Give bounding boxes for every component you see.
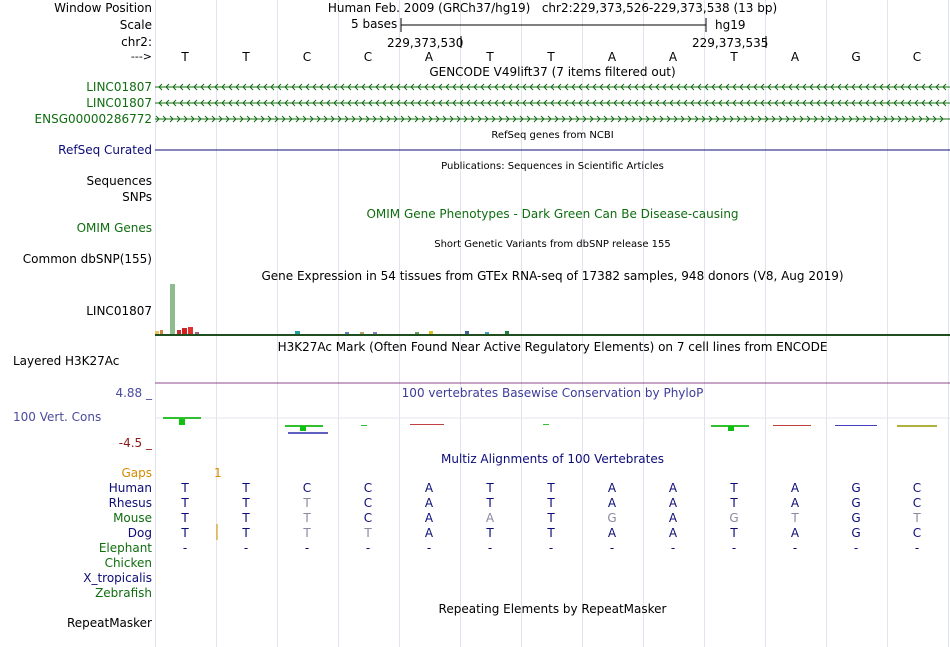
gencode-transcripts	[155, 84, 950, 122]
coord-right: 229,373,535	[692, 36, 769, 50]
alignment-base: T	[486, 526, 494, 540]
base-letter: T	[730, 50, 738, 64]
alignment-base: T	[242, 526, 250, 540]
base-letter: G	[851, 50, 861, 64]
alignment-base: A	[424, 526, 434, 540]
base-letter: A	[424, 50, 434, 64]
alignment-base: G	[729, 511, 739, 525]
gaps-track-label[interactable]: Gaps	[121, 466, 152, 480]
phylop-ymin-label: -4.5 _	[118, 436, 152, 450]
species-label-zebrafish[interactable]: Zebrafish	[95, 586, 152, 600]
refseq-track-label[interactable]: RefSeq Curated	[58, 143, 152, 157]
strand-arrow-label[interactable]: --->	[130, 50, 152, 63]
phylop-ymax-label: 4.88 _	[115, 386, 152, 400]
gtex-track-title[interactable]: Gene Expression in 54 tissues from GTEx RNA-seq of 17382 samples, 948 donors (V8, Aug 2019)	[261, 269, 844, 283]
alignment-base: C	[363, 481, 373, 495]
alignment-base: -	[853, 541, 859, 555]
alignment-base: A	[790, 481, 800, 495]
base-letter: T	[486, 50, 494, 64]
track-label-panel	[0, 0, 155, 647]
base-letter: T	[547, 50, 555, 64]
alignment-base: T	[181, 481, 189, 495]
alignment-base: -	[609, 541, 615, 555]
alignment-base: T	[303, 511, 311, 525]
gencode-track-title[interactable]: GENCODE V49lift37 (7 items filtered out)	[429, 65, 676, 79]
species-label-x_tropicalis[interactable]: X_tropicalis	[83, 571, 152, 585]
refseq-track-title[interactable]: RefSeq genes from NCBI	[491, 130, 614, 141]
publications-track-label[interactable]: Sequences	[86, 174, 152, 188]
species-label-elephant[interactable]: Elephant	[98, 541, 152, 555]
alignment-base: T	[303, 526, 311, 540]
position-text[interactable]: chr2:229,373,526-229,373,538 (13 bp)	[541, 1, 778, 15]
alignment-base: T	[303, 496, 311, 510]
base-letter: A	[790, 50, 800, 64]
alignment-base: T	[181, 526, 189, 540]
h3k27ac-track-title[interactable]: H3K27Ac Mark (Often Found Near Active Regulatory Elements) on 7 cell lines from ENCODE	[277, 340, 828, 354]
alignment-base: A	[424, 481, 434, 495]
scale-db-text: hg19	[715, 18, 746, 32]
alignment-base: T	[913, 511, 921, 525]
phylop-track-label[interactable]: 100 Vert. Cons	[13, 410, 102, 424]
alignment-base: T	[486, 496, 494, 510]
species-label-dog[interactable]: Dog	[127, 526, 152, 540]
alignment-base: -	[304, 541, 310, 555]
dbsnp-track-title[interactable]: Short Genetic Variants from dbSNP release 155	[434, 239, 671, 250]
alignment-base: A	[607, 481, 617, 495]
base-letter: C	[912, 50, 922, 64]
species-label-chicken[interactable]: Chicken	[104, 556, 152, 570]
window-position-label[interactable]: Window Position	[54, 1, 152, 15]
alignment-base: T	[547, 526, 555, 540]
alignment-base: -	[914, 541, 920, 555]
gtex-bars	[155, 284, 950, 336]
alignment-base: T	[181, 511, 189, 525]
alignment-base: T	[547, 511, 555, 525]
alignment-base: G	[851, 496, 861, 510]
alignment-base: C	[912, 526, 922, 540]
alignment-base: T	[364, 526, 372, 540]
publications-track-title[interactable]: Publications: Sequences in Scientific Articles	[441, 161, 664, 172]
alignment-base: -	[548, 541, 554, 555]
alignment-base: A	[668, 511, 678, 525]
repeatmasker-track-title[interactable]: Repeating Elements by RepeatMasker	[438, 602, 667, 616]
alignment-base: T	[730, 526, 738, 540]
alignment-base: C	[363, 511, 373, 525]
multiz-track-title[interactable]: Multiz Alignments of 100 Vertebrates	[440, 452, 665, 466]
alignment-base: A	[668, 526, 678, 540]
alignment-base: G	[607, 511, 617, 525]
alignment-base: T	[242, 496, 250, 510]
alignment-base: -	[182, 541, 188, 555]
alignment-base: C	[912, 496, 922, 510]
alignment-base: -	[365, 541, 371, 555]
alignment-base: T	[181, 496, 189, 510]
phylop-track-title[interactable]: 100 vertebrates Basewise Conservation by PhyloP	[401, 386, 704, 400]
omim-track-title[interactable]: OMIM Gene Phenotypes - Dark Green Can Be Disease-causing	[366, 207, 739, 221]
alignment-base: A	[424, 511, 434, 525]
alignment-base: -	[731, 541, 737, 555]
alignment-base: -	[670, 541, 676, 555]
alignment-base: C	[363, 496, 373, 510]
alignment-base: -	[426, 541, 432, 555]
alignment-base: G	[851, 526, 861, 540]
species-label-human[interactable]: Human	[108, 481, 152, 495]
alignment-base: T	[730, 496, 738, 510]
alignment-base: A	[790, 496, 800, 510]
chromosome-label[interactable]: chr2:	[121, 35, 152, 49]
base-letter: T	[181, 50, 189, 64]
coord-left: 229,373,530	[387, 36, 464, 50]
alignment-base: C	[302, 481, 312, 495]
alignment-base: A	[607, 526, 617, 540]
genome-browser-tracks[interactable]	[155, 0, 950, 647]
alignment-base: T	[242, 481, 250, 495]
species-label-rhesus[interactable]: Rhesus	[108, 496, 152, 510]
alignment-base: T	[242, 511, 250, 525]
alignment-base: -	[487, 541, 493, 555]
alignment-base: A	[485, 511, 495, 525]
snps-track-label[interactable]: SNPs	[122, 190, 152, 204]
repeatmasker-track-label[interactable]: RepeatMasker	[66, 616, 152, 630]
base-letter: C	[302, 50, 312, 64]
alignment-base: A	[790, 526, 800, 540]
gtex-bar-main	[170, 284, 175, 334]
alignment-base: C	[912, 481, 922, 495]
gencode-item-label-1[interactable]: LINC01807	[86, 80, 152, 94]
base-letter: T	[242, 50, 250, 64]
base-letter: A	[668, 50, 678, 64]
alignment-base: A	[668, 481, 678, 495]
alignment-base: T	[730, 481, 738, 495]
alignment-base: A	[668, 496, 678, 510]
species-label-mouse[interactable]: Mouse	[113, 511, 152, 525]
phylop-bars	[155, 417, 950, 434]
gencode-item-label-3[interactable]: ENSG00000286772	[34, 112, 152, 126]
alignment-base: G	[851, 481, 861, 495]
alignment-base: T	[486, 481, 494, 495]
base-letter: A	[607, 50, 617, 64]
h3k27ac-track-label[interactable]: Layered H3K27Ac	[13, 354, 120, 368]
alignment-base: T	[547, 496, 555, 510]
gtex-track-label[interactable]: LINC01807	[86, 304, 152, 318]
scale-bar-text: 5 bases	[351, 17, 398, 31]
omim-track-label[interactable]: OMIM Genes	[76, 221, 152, 235]
scale-label[interactable]: Scale	[119, 18, 152, 32]
dbsnp-track-label[interactable]: Common dbSNP(155)	[22, 252, 152, 266]
assembly-text: Human Feb. 2009 (GRCh37/hg19)	[327, 1, 531, 15]
alignment-base: A	[424, 496, 434, 510]
alignment-base: G	[851, 511, 861, 525]
alignment-base: T	[791, 511, 799, 525]
alignment-base: T	[547, 481, 555, 495]
gencode-item-label-2[interactable]: LINC01807	[86, 96, 152, 110]
alignment-base: -	[243, 541, 249, 555]
alignment-base: -	[792, 541, 798, 555]
alignment-base: A	[607, 496, 617, 510]
gaps-value: 1	[214, 466, 222, 480]
base-letter: C	[363, 50, 373, 64]
